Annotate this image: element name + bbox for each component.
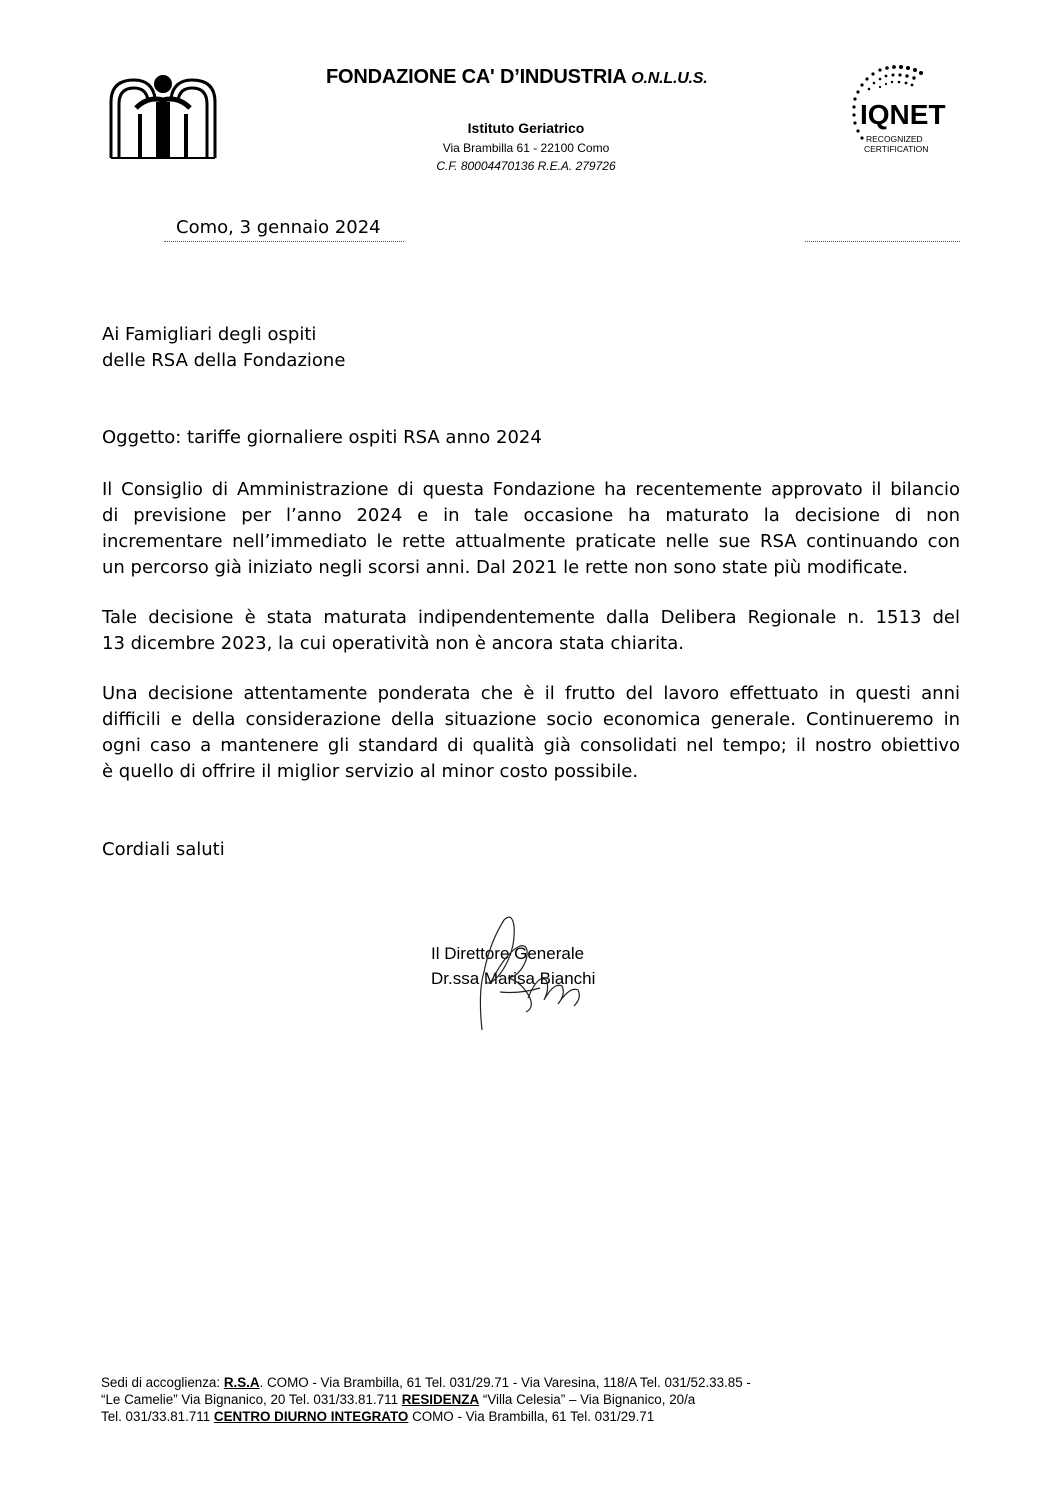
body-paragraph-2 <box>102 605 960 657</box>
signer-title: Il Direttore Generale <box>431 944 585 963</box>
iqnet-logo-sub2: CERTIFICATION <box>864 144 929 154</box>
footer-text: Tel. 031/33.81.711 <box>101 1409 214 1424</box>
footer-text: “Le Camelie” Via Bignanico, 20 Tel. 031/33.81.711 <box>101 1392 402 1407</box>
letter-date: Como, 3 gennaio 2024 <box>176 217 381 238</box>
paragraph-line: Una decisione attentamente ponderata che è il frutto del lavoro effettuato in questi anni <box>102 683 960 704</box>
organization-name <box>326 66 746 89</box>
body-paragraph-3 <box>102 681 960 785</box>
org-name-text: FONDAZIONE CA' D’INDUSTRIA <box>326 66 626 88</box>
paragraph-line: di previsione per l’anno 2024 e in tale occasione ha maturato la decisione di non <box>102 505 960 526</box>
footer-text: Sedi di accoglienza: <box>101 1375 224 1390</box>
institute-name: Istituto Geriatrico <box>467 120 585 136</box>
footer-line <box>101 1374 958 1391</box>
body-paragraph-1 <box>102 477 960 581</box>
paragraph-line: Tale decisione è stata maturata indipendentemente dalla Delibera Regionale n. 1513 del <box>102 607 960 628</box>
paragraph-line: è quello di offrire il miglior servizio al minor costo possibile. <box>102 761 639 782</box>
iqnet-logo-sub1: RECOGNIZED <box>866 134 923 144</box>
iqnet-logo-text: IQNET <box>860 99 946 130</box>
date-underline <box>164 241 404 242</box>
paragraph-line: Il Consiglio di Amministrazione di questa Fondazione ha recentemente approvato il bilancio <box>102 479 960 500</box>
institute-address: Via Brambilla 61 - 22100 Como <box>442 141 610 155</box>
footer-locations <box>101 1374 958 1425</box>
footer-cdi-label: CENTRO DIURNO INTEGRATO <box>213 1409 409 1424</box>
footer-residenza-label: RESIDENZA <box>401 1392 480 1407</box>
footer-text: “Villa Celesia” – Via Bignanico, 20/a <box>479 1392 696 1407</box>
iqnet-certification-logo-icon <box>842 62 952 162</box>
paragraph-line: incrementare nell’immediato le rette attualmente praticate nelle sue RSA continuando con <box>102 531 960 552</box>
footer-text: . COMO - Via Brambilla, 61 Tel. 031/29.71 - Via Varesina, 118/A Tel. 031/52.33.85 - <box>259 1375 751 1390</box>
footer-line <box>101 1391 958 1408</box>
addressee-line: Ai Famigliari degli ospiti <box>102 324 317 345</box>
closing-greeting: Cordiali saluti <box>102 839 225 860</box>
letter-subject: Oggetto: tariffe giornaliere ospiti RSA anno 2024 <box>102 427 542 448</box>
foundation-logo-icon <box>108 72 218 160</box>
paragraph-line: un percorso già iniziato negli scorsi anni. Dal 2021 le rette non sono state più modificate. <box>102 557 909 578</box>
paragraph-line: difficili e della considerazione della situazione socio economica generale. Continueremo in <box>102 709 960 730</box>
addressee-line: delle RSA della Fondazione <box>102 350 346 371</box>
reference-underline <box>805 241 960 242</box>
org-suffix-text: O.N.L.U.S. <box>631 70 708 87</box>
paragraph-line: ogni caso a mantenere gli standard di qualità già consolidati nel tempo; il nostro obiettivo <box>102 735 960 756</box>
footer-rsa-label: R.S.A <box>223 1375 260 1390</box>
institute-codes: C.F. 80004470136 R.E.A. 279726 <box>436 159 616 173</box>
handwritten-signature-icon <box>460 912 600 1037</box>
signer-name: Dr.ssa Marisa Bianchi <box>431 969 596 988</box>
addressee-block <box>102 322 602 374</box>
footer-line <box>101 1408 958 1425</box>
paragraph-line: 13 dicembre 2023, la cui operatività non è ancora stata chiarita. <box>102 633 684 654</box>
footer-text: COMO - Via Brambilla, 61 Tel. 031/29.71 <box>408 1409 655 1424</box>
